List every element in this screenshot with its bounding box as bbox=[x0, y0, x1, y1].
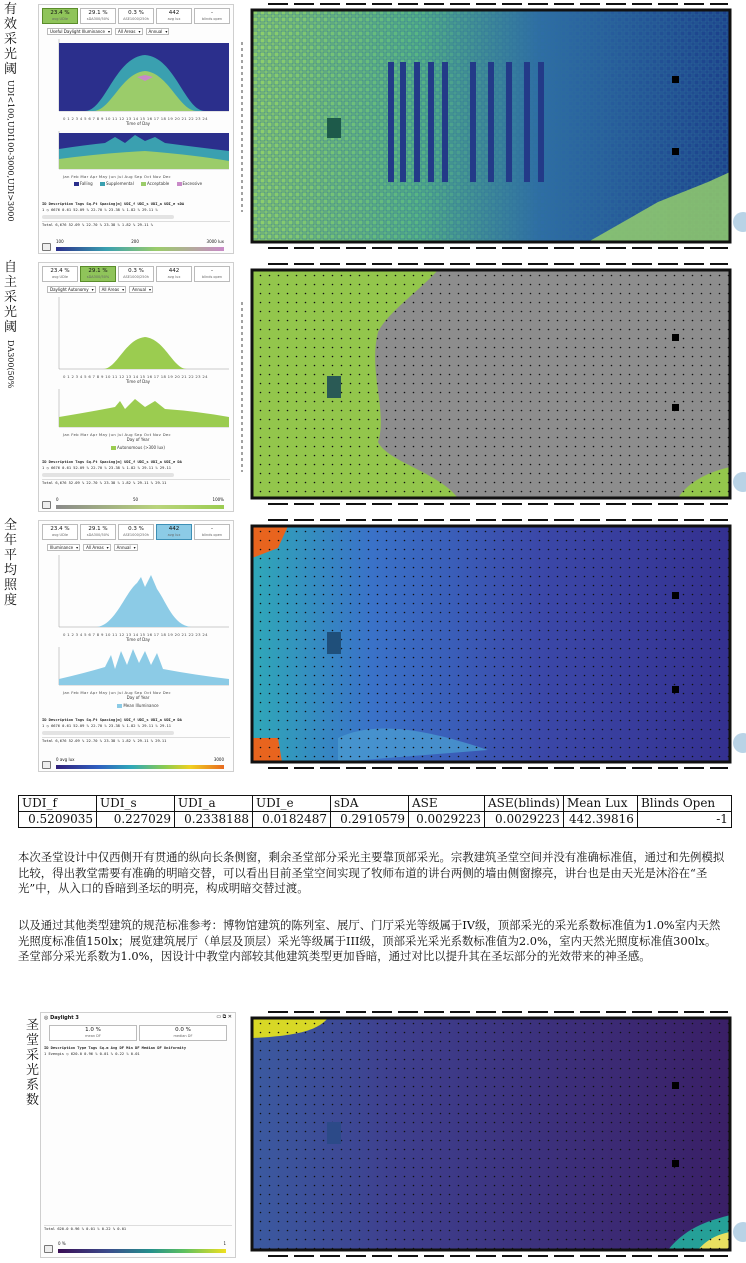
plan-mean bbox=[238, 518, 746, 774]
window-controls[interactable]: ▭ ⧉ ✕ bbox=[216, 1014, 232, 1020]
table-row[interactable]: 1 ⦸ 6676 0.61 52.09 % 22.70 % 23.38 % 1.82 % 29.11 % 29.11 bbox=[42, 466, 171, 470]
mean-daily-area bbox=[45, 553, 231, 631]
legend-supplemental: Supplemental bbox=[100, 181, 134, 186]
stat-sda[interactable]: 29.1 % sDA300/50% bbox=[80, 8, 116, 24]
table-total: Total 6,676 52.09 % 22.70 % 23.38 % 1.82 % 29.11 % 29.11 bbox=[42, 479, 230, 485]
dropdown-row bbox=[47, 544, 138, 551]
th-udi-a: UDI_a bbox=[175, 796, 253, 812]
table-scrollbar[interactable] bbox=[42, 473, 174, 477]
time-label: Time of Day bbox=[125, 637, 151, 642]
chart-legend bbox=[45, 181, 231, 186]
stat-mean-df[interactable]: 1.0 % mean DF bbox=[49, 1025, 137, 1041]
th-ase-blinds: ASE(blinds) bbox=[485, 796, 564, 812]
paragraph-3: 圣堂部分采光系数为1.0%，因设计中教堂内部较其他建筑类型更加昏暗，通过对比以提升其在圣坛部分的光效带来的神圣感。 bbox=[18, 949, 651, 963]
annual-chart bbox=[45, 387, 231, 453]
table-row[interactable]: 1 ⦸ 6676 0.61 52.09 % 22.70 % 23.38 % 1.82 % 29.11 % bbox=[42, 208, 158, 212]
label-da-title: 自主采光阈 bbox=[4, 260, 18, 335]
paragraph-2: 以及通过其他类型建筑的规范标准参考：博物馆建筑的陈列室、展厅、门厅采光等级属于IV级，顶部采光的采光系数标准值为1.0%室内天然光照度标准值150lx；展览建筑展厅（单层及顶层）采光等级属于III级，顶部采光采光系数标准值为2.0%，室内天然光照度标准值300lx。 bbox=[18, 918, 721, 948]
th-sda: sDA bbox=[331, 796, 409, 812]
udi-daily-area bbox=[45, 37, 231, 115]
table-header: ID Description Tags Sq.Ft Spacing[m] UDI_f UDI_s UDI_a UDI_e DA bbox=[42, 460, 182, 464]
time-label: Time of Day bbox=[125, 121, 151, 126]
table-row[interactable]: 1 ⦸ 6676 0.61 52.09 % 22.70 % 23.38 % 1.82 % 29.11 % 29.11 bbox=[42, 724, 171, 728]
metric-dropdown[interactable]: Useful Daylight Illuminance ▾ bbox=[47, 28, 112, 35]
summary-value-row bbox=[19, 812, 732, 828]
month-ticks: Jan Feb Mar Apr May Jun Jul Aug Sep Oct Nov Dec bbox=[63, 432, 171, 437]
time-ticks: 0 1 2 3 4 5 6 7 8 9 10 11 12 13 14 15 16 17 18 19 20 21 22 23 24 bbox=[63, 374, 208, 379]
udi-annual-area bbox=[45, 129, 231, 173]
stat-lux[interactable]: 442 avg lux bbox=[156, 524, 192, 540]
results-table bbox=[42, 459, 230, 485]
label-df bbox=[26, 1018, 40, 1108]
table-header: ID Description Tags Sq.Ft Spacing[m] UDI_f UDI_s UDI_a UDI_e DA bbox=[42, 718, 182, 722]
summary-header-row bbox=[19, 796, 732, 812]
th-udi-e: UDI_e bbox=[253, 796, 331, 812]
monitor-icon[interactable] bbox=[42, 501, 51, 509]
stat-ase[interactable]: 0.3 % ASE1000/250h bbox=[118, 266, 154, 282]
scale-gradient bbox=[58, 1249, 226, 1253]
results-summary-table bbox=[18, 795, 732, 828]
val-udi-f: 0.5209035 bbox=[19, 812, 97, 828]
label-da bbox=[4, 260, 18, 389]
legend-excessive: Excessive bbox=[177, 181, 203, 186]
scale-gradient bbox=[56, 765, 224, 769]
day-label: Day of Year bbox=[126, 695, 150, 700]
daily-chart bbox=[45, 295, 231, 385]
time-ticks: 0 1 2 3 4 5 6 7 8 9 10 11 12 13 14 15 16 17 18 19 20 21 22 23 24 bbox=[63, 116, 208, 121]
stats-bar bbox=[49, 1025, 227, 1041]
plan-udi-svg bbox=[238, 2, 746, 254]
period-dropdown[interactable]: Annual ▾ bbox=[146, 28, 170, 35]
total-row-box bbox=[44, 1225, 232, 1231]
th-mean-lux: Mean Lux bbox=[563, 796, 637, 812]
scale-gradient bbox=[56, 247, 224, 251]
table-header: ID Description Type Tags Sq.m Avg DF Min DF Median DF Uniformity bbox=[44, 1046, 187, 1050]
color-scale: 100 200 3000 lux bbox=[42, 239, 230, 251]
plan-df bbox=[238, 1010, 746, 1260]
area-dropdown[interactable]: All Areas ▾ bbox=[99, 286, 127, 293]
paragraph-block-2 bbox=[18, 918, 728, 965]
val-udi-e: 0.0182487 bbox=[253, 812, 331, 828]
legend-mean: Mean Illuminance bbox=[117, 703, 158, 708]
area-dropdown[interactable]: All Areas ▾ bbox=[83, 544, 111, 551]
metric-dropdown[interactable]: Illuminance ▾ bbox=[47, 544, 80, 551]
color-scale: 0 % 1 bbox=[44, 1241, 232, 1253]
stat-udi[interactable]: 23.4 % avg UDIe bbox=[42, 524, 78, 540]
panel-mean bbox=[38, 520, 234, 772]
monitor-icon[interactable] bbox=[42, 243, 51, 251]
color-scale: 0 avg lux 3000 bbox=[42, 757, 230, 769]
paragraph-block-1 bbox=[18, 850, 728, 897]
panel-df bbox=[40, 1012, 236, 1258]
daily-chart bbox=[45, 553, 231, 643]
area-dropdown[interactable]: All Areas ▾ bbox=[115, 28, 143, 35]
stats-bar bbox=[42, 524, 230, 540]
label-df-title: 圣堂采光系数 bbox=[26, 1018, 40, 1108]
label-udi-metric: UDI<100,UDI100-3000,UDI>3000 bbox=[6, 80, 15, 222]
stat-sda[interactable]: 29.1 % sDA300/50% bbox=[80, 266, 116, 282]
period-dropdown[interactable]: Annual ▾ bbox=[129, 286, 153, 293]
plan-df-svg bbox=[238, 1010, 746, 1260]
stat-lux[interactable]: 442 avg lux bbox=[156, 266, 192, 282]
stat-lux[interactable]: 442 avg lux bbox=[156, 8, 192, 24]
plan-da-svg bbox=[238, 262, 746, 510]
table-scrollbar[interactable] bbox=[42, 731, 174, 735]
monitor-icon[interactable] bbox=[44, 1245, 53, 1253]
legend-acceptable: Acceptable bbox=[141, 181, 169, 186]
annual-chart bbox=[45, 645, 231, 711]
panel-udi bbox=[38, 4, 234, 254]
plan-mean-svg bbox=[238, 518, 746, 774]
results-table bbox=[44, 1045, 232, 1057]
table-header: ID Description Tags Sq.Ft Spacing[m] UDI_f UDI_s UDI_a UDI_e sDA bbox=[42, 202, 185, 206]
table-total: Total 6,676 52.09 % 22.70 % 23.38 % 1.82 % 29.11 % 29.11 bbox=[42, 737, 230, 743]
stat-sda[interactable]: 29.1 % sDA300/50% bbox=[80, 524, 116, 540]
mean-annual-area bbox=[45, 645, 231, 689]
val-ase: 0.0029223 bbox=[409, 812, 485, 828]
df-title: ◎ Daylight 3 bbox=[44, 1015, 79, 1021]
plan-udi bbox=[238, 2, 746, 254]
time-ticks: 0 1 2 3 4 5 6 7 8 9 10 11 12 13 14 15 16 17 18 19 20 21 22 23 24 bbox=[63, 632, 208, 637]
annual-chart bbox=[45, 129, 231, 187]
stats-bar bbox=[42, 266, 230, 282]
th-ase: ASE bbox=[409, 796, 485, 812]
color-scale: 0 50 100% bbox=[42, 497, 230, 509]
label-mean bbox=[4, 518, 18, 608]
table-total: Total 620.0 0.96 % 0.01 % 0.22 % 0.01 bbox=[44, 1225, 232, 1231]
legend-autonomous: Autonomous (>300 lux) bbox=[111, 445, 165, 450]
results-table bbox=[42, 717, 230, 743]
val-ase-blinds: 0.0029223 bbox=[485, 812, 564, 828]
month-ticks: Jan Feb Mar Apr May Jun Jul Aug Sep Oct Nov Dec bbox=[63, 690, 171, 695]
chart-legend bbox=[45, 445, 231, 450]
stat-udi[interactable]: 23.4 % avg UDIe bbox=[42, 8, 78, 24]
val-udi-s: 0.227029 bbox=[97, 812, 175, 828]
stat-ase[interactable]: 0.3 % ASE1000/250h bbox=[118, 8, 154, 24]
stat-udi[interactable]: 23.4 % avg UDIe bbox=[42, 266, 78, 282]
paragraph-1: 本次圣堂设计中仅西侧开有贯通的纵向长条侧窗，剩余圣堂部分采光主要靠顶部采光。宗教建筑圣堂空间并没有准确标准值，通过和先例模拟比较，得出教堂需要有准确的明暗交替，可以看出目前圣堂空间实现了牧师布道的讲台两侧的墙由侧窗擦亮，讲台也是由天光是沐浴在“圣光”中，从入口的昏暗到圣坛的明亮，构成明暗交替过渡。 bbox=[18, 850, 725, 895]
legend-falling: Falling bbox=[74, 181, 93, 186]
th-udi-f: UDI_f bbox=[19, 796, 97, 812]
scale-gradient bbox=[56, 505, 224, 509]
time-label: Time of Day bbox=[125, 379, 151, 384]
th-blinds-open: Blinds Open bbox=[637, 796, 731, 812]
val-mean-lux: 442.39816 bbox=[563, 812, 637, 828]
th-udi-s: UDI_s bbox=[97, 796, 175, 812]
chart-legend bbox=[45, 703, 231, 708]
label-udi bbox=[4, 2, 18, 222]
table-total: Total 6,676 52.09 % 22.70 % 23.38 % 1.82 % 29.11 % bbox=[42, 221, 230, 227]
table-scrollbar[interactable] bbox=[42, 215, 174, 219]
daily-chart bbox=[45, 37, 231, 127]
table-row[interactable]: 1 Evengis ⦸ 620.0 0.96 % 0.01 % 0.22 % 0.01 bbox=[44, 1052, 140, 1056]
stat-blinds[interactable]: - blinds open bbox=[194, 8, 230, 24]
month-ticks: Jan Feb Mar Apr May Jun Jul Aug Sep Oct Nov Dec bbox=[63, 174, 171, 179]
stat-ase[interactable]: 0.3 % ASE1000/250h bbox=[118, 524, 154, 540]
dropdown-row bbox=[47, 28, 169, 35]
period-dropdown[interactable]: Annual ▾ bbox=[114, 544, 138, 551]
stat-blinds[interactable]: - blinds open bbox=[194, 524, 230, 540]
label-udi-title: 有效采光阈 bbox=[4, 2, 18, 77]
metric-dropdown[interactable]: Daylight Autonomy ▾ bbox=[47, 286, 96, 293]
stat-median-df[interactable]: 0.0 % median DF bbox=[139, 1025, 227, 1041]
plan-da bbox=[238, 262, 746, 510]
panel-da bbox=[38, 262, 234, 512]
val-blinds-open: -1 bbox=[637, 812, 731, 828]
monitor-icon[interactable] bbox=[42, 761, 51, 769]
da-annual-area bbox=[45, 387, 231, 431]
val-udi-a: 0.2338188 bbox=[175, 812, 253, 828]
da-daily-area bbox=[45, 295, 231, 373]
results-table bbox=[42, 201, 230, 227]
day-label: Day of Year bbox=[126, 437, 150, 442]
val-sda: 0.2910579 bbox=[331, 812, 409, 828]
stat-blinds[interactable]: - blinds open bbox=[194, 266, 230, 282]
label-mean-title: 全年平均照度 bbox=[4, 518, 18, 608]
dropdown-row bbox=[47, 286, 153, 293]
stats-bar bbox=[42, 8, 230, 24]
label-da-metric: DA300(50% bbox=[6, 340, 15, 389]
